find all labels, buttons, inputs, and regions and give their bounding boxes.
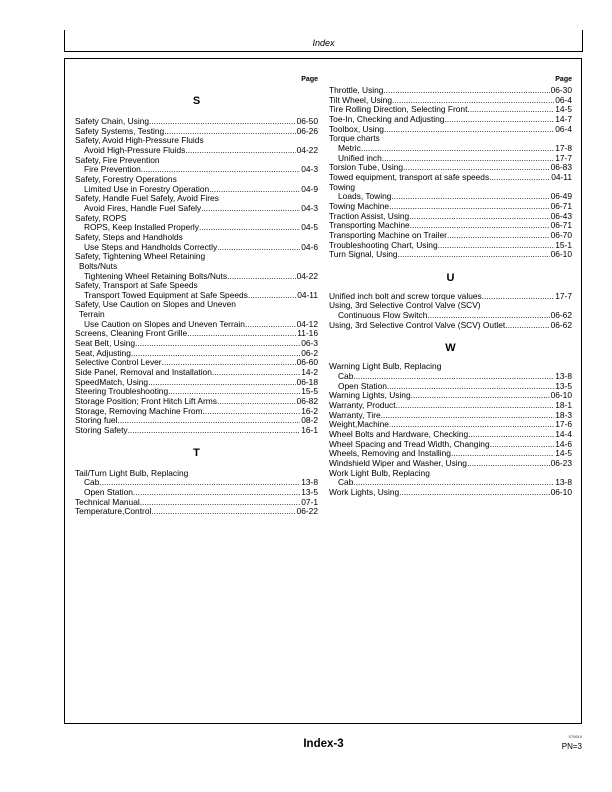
- index-entry-page: 15-1: [555, 239, 572, 250]
- section-letter: S: [192, 95, 201, 107]
- section-letter: U: [446, 271, 455, 284]
- index-entry-text: Unified inch: [338, 152, 382, 163]
- index-entry-text: Tilt Wheel, Using: [329, 94, 392, 105]
- index-entry-text: Weight,Machine: [329, 419, 389, 430]
- index-entry-page: 13-5: [301, 486, 318, 497]
- index-entry-page: 04-12: [296, 318, 318, 329]
- index-entry-heading: Safety, Steps and Handholds: [75, 231, 183, 242]
- dot-leader: [227, 272, 296, 282]
- index-entry-page: 04-6: [301, 241, 318, 252]
- index-entry-text: Screens, Cleaning Front Grille: [75, 328, 188, 339]
- dot-leader: [398, 250, 550, 260]
- dot-leader: [490, 440, 555, 450]
- index-entry-text: Avoid Fires, Handle Fuel Safely: [84, 202, 202, 213]
- dot-leader: [185, 146, 295, 156]
- dot-leader: [444, 115, 554, 125]
- index-entry: [75, 426, 318, 436]
- index-entry-page: 17-6: [555, 419, 572, 430]
- dot-leader: [438, 241, 555, 251]
- index-entry-page: 04-11: [297, 289, 318, 300]
- dot-leader: [467, 459, 550, 469]
- index-entry-text: Torsion Tube, Using: [329, 162, 404, 173]
- index-entry-page: 06-10: [550, 249, 572, 260]
- index-entry-text: Metric: [338, 142, 361, 153]
- index-entry-text: Wheel Spacing and Tread Width, Changing: [329, 438, 490, 449]
- index-entry-text: Warranty, Product: [329, 400, 396, 411]
- index-entry-text: Seat, Adjusting: [75, 347, 131, 358]
- index-entry-text: Transport Towed Equipment at Safe Speeds: [84, 289, 248, 300]
- dot-leader: [140, 498, 301, 508]
- index-entry: [75, 507, 318, 517]
- index-entry-heading: Towing: [329, 181, 356, 192]
- index-entry-text: Cab: [338, 371, 354, 382]
- index-entry-heading: Safety, Avoid High-Pressure Fluids: [75, 135, 204, 146]
- index-entry-text: Warranty, Tire: [329, 409, 381, 420]
- index-entry-text: Cab: [84, 477, 100, 488]
- index-entry-page: 06-4: [555, 123, 572, 134]
- index-entry-page: 18-1: [555, 400, 572, 411]
- index-entry-page: 06-70: [550, 229, 572, 240]
- dot-leader: [361, 144, 554, 154]
- page-column-label: Page: [301, 76, 318, 83]
- dot-leader: [148, 378, 295, 388]
- index-entry-text: Tire Rolling Direction, Selecting Front: [329, 104, 468, 115]
- index-entry-text: Use Steps and Handholds Correctly: [84, 241, 218, 252]
- dot-leader: [133, 488, 300, 498]
- page-column-label: Page: [555, 76, 572, 83]
- index-entry-text: Troubleshooting Chart, Using: [329, 239, 438, 250]
- dot-leader: [248, 291, 296, 301]
- index-entry-text: Work Lights, Using: [329, 486, 400, 497]
- index-entry-heading: Tail/Turn Light Bulb, Replacing: [75, 467, 189, 478]
- index-entry-text: Temperature,Control: [75, 506, 152, 517]
- index-entry-heading: Safety, Transport at Safe Speeds: [75, 280, 198, 291]
- index-entry-page: 14-6: [555, 438, 572, 449]
- index-entry-page: 06-26: [296, 125, 318, 136]
- index-entry-text: Transporting Machine: [329, 220, 410, 231]
- index-entry-text: Technical Manual: [75, 496, 140, 507]
- dot-leader: [409, 212, 549, 222]
- index-entry-text: Use Caution on Slopes and Uneven Terrain: [84, 318, 245, 329]
- dot-leader: [203, 407, 301, 417]
- index-entry-page: 17-8: [555, 142, 572, 153]
- header-rule-bottom: [64, 51, 583, 52]
- index-entry-page: 06-60: [296, 357, 318, 368]
- dot-leader: [382, 154, 554, 164]
- index-entry-heading: Safety, Tightening Wheel Retaining: [75, 251, 206, 262]
- dot-leader: [396, 401, 555, 411]
- dot-leader: [447, 231, 550, 241]
- dot-leader: [209, 185, 300, 195]
- index-entry-page: 06-62: [550, 310, 572, 321]
- index-entry-text: Open Station: [338, 380, 387, 391]
- index-entry-text: Warning Lights, Using: [329, 390, 411, 401]
- index-entry-heading: Warning Light Bulb, Replacing: [329, 361, 442, 372]
- index-entry-text: Steering Troubleshooting: [75, 386, 169, 397]
- index-entry-heading: Safety, Handle Fuel Safely, Avoid Fires: [75, 193, 219, 204]
- section-letter: T: [193, 446, 200, 459]
- index-entry-page: 14-7: [555, 113, 572, 124]
- index-entry-text: Safety Chain, Using: [75, 116, 150, 126]
- index-entry-text: Safety Systems, Testing: [75, 125, 165, 136]
- dot-leader: [117, 416, 300, 426]
- index-entry-text: Loads, Towing: [338, 191, 392, 202]
- dot-leader: [135, 339, 300, 349]
- index-entry-page: 06-49: [550, 191, 572, 202]
- index-entry-page: 13-8: [301, 477, 318, 488]
- index-entry-text: Windshield Wiper and Washer, Using: [329, 458, 467, 468]
- index-entry-page: 04-11: [551, 171, 572, 182]
- index-entry-page: 06-71: [550, 220, 572, 231]
- dot-leader: [151, 507, 295, 517]
- index-entry-page: 06-23: [550, 458, 572, 468]
- dot-leader: [187, 329, 296, 339]
- index-entry-heading: Torque charts: [329, 133, 380, 144]
- index-entry-page: 14-5: [555, 104, 572, 115]
- index-entry-page: 11-16: [297, 328, 318, 339]
- index-entry-text: Using, 3rd Selective Control Valve (SCV) Outlet: [329, 319, 506, 330]
- index-entry-text: Storage, Removing Machine From: [75, 405, 203, 416]
- index-entry-page: 04-3: [301, 164, 318, 175]
- index-entry-page: 14-5: [555, 448, 572, 459]
- dot-leader: [381, 411, 555, 421]
- dot-leader: [149, 117, 296, 127]
- index-entry-page: 14-4: [555, 429, 572, 440]
- index-entry-text: Storage Position; Front Hitch Lift Arms: [75, 396, 217, 407]
- index-entry-text: Storing Safety: [75, 425, 128, 435]
- dot-leader: [128, 426, 301, 436]
- footer-pn: PN=3: [561, 742, 582, 751]
- index-entry-page: 04-22: [296, 270, 318, 281]
- index-entry-text: Storing fuel: [75, 415, 118, 426]
- index-entry-heading: Safety, ROPS: [75, 212, 127, 223]
- index-entry-page: 16-1: [301, 425, 318, 435]
- dot-leader: [411, 391, 550, 401]
- dot-leader: [391, 192, 549, 202]
- footer-code: 070619: [568, 734, 582, 739]
- dot-leader: [399, 488, 549, 498]
- index-entry-page: 06-22: [296, 506, 318, 517]
- index-entry-text: Turn Signal, Using: [329, 249, 398, 260]
- index-column-left: [75, 75, 318, 517]
- index-entry-text: Toolbox, Using: [329, 123, 384, 134]
- index-entry-text: Seat Belt, Using: [75, 338, 136, 349]
- index-entry-page: 15-5: [301, 386, 318, 397]
- index-entry-page: 06-30: [550, 85, 572, 95]
- index-entry-page: 06-83: [550, 162, 572, 173]
- index-entry-page: 13-8: [555, 371, 572, 382]
- dot-leader: [389, 202, 550, 212]
- index-entry-page: 06-62: [550, 319, 572, 330]
- index-entry-text: Fire Prevention: [84, 164, 141, 175]
- index-entry-heading: Safety, Fire Prevention: [75, 154, 160, 165]
- index-entry-page: 06-10: [550, 486, 572, 497]
- index-entry-heading: Using, 3rd Selective Control Valve (SCV): [329, 300, 481, 311]
- index-entry-heading: Safety, Use Caution on Slopes and Uneven: [75, 299, 236, 310]
- dot-leader: [505, 321, 549, 331]
- index-entry-text: ROPS, Keep Installed Properly: [84, 222, 199, 233]
- index-entry-page: 06-10: [550, 390, 572, 401]
- index-entry-text: Wheel Bolts and Hardware, Checking: [329, 429, 469, 440]
- dot-leader: [383, 86, 549, 96]
- index-entry-text: Throttle, Using: [329, 85, 384, 95]
- dot-leader: [384, 125, 554, 135]
- index-entry-page: 13-8: [555, 477, 572, 488]
- dot-leader: [201, 204, 300, 214]
- index-entry-text: SpeedMatch, Using: [75, 376, 149, 387]
- index-entry-text: Avoid High-Pressure Fluids: [84, 144, 186, 155]
- index-entry-page: 08-2: [301, 415, 318, 426]
- index-entry-page: 16-2: [301, 405, 318, 416]
- index-entry-page: 04-9: [301, 183, 318, 194]
- index-entry: [329, 173, 572, 183]
- footer-page-number: Index-3: [303, 738, 344, 750]
- index-entry-text: Traction Assist, Using: [329, 210, 410, 221]
- index-entry-text: Unified inch bolt and screw torque values: [329, 290, 482, 301]
- index-entry: [329, 488, 572, 498]
- dot-leader: [245, 320, 296, 330]
- index-entry-page: 06-2: [301, 347, 318, 358]
- dot-leader: [482, 292, 555, 302]
- index-entry-page: 07-1: [301, 496, 318, 507]
- index-entry-page: 18-3: [555, 409, 572, 420]
- index-entry: [329, 321, 572, 331]
- index-entry-text: Tightening Wheel Retaining Bolts/Nuts: [84, 270, 228, 281]
- index-entry-text: Open Station: [84, 486, 133, 497]
- dot-leader: [199, 223, 300, 233]
- index-entry-page: 06-71: [550, 200, 572, 211]
- index-entry-heading: Work Light Bulb, Replacing: [329, 467, 430, 478]
- index-entry-page: 06-43: [550, 210, 572, 221]
- index-entry-page: 06-82: [296, 396, 318, 407]
- dot-leader: [387, 382, 554, 392]
- index-entry-text: Limited Use in Forestry Operation: [84, 183, 210, 194]
- index-entry-text: Transporting Machine on Trailer: [329, 229, 447, 240]
- index-entry-page: 06-50: [296, 116, 318, 126]
- index-entry-text: Towed equipment, transport at safe speeds: [329, 171, 490, 182]
- page-header-title: Index: [312, 38, 335, 48]
- dot-leader: [489, 173, 550, 183]
- dot-leader: [467, 105, 554, 115]
- index-entry-heading: Safety, Forestry Operations: [75, 173, 177, 184]
- dot-leader: [217, 397, 296, 407]
- index-entry-page: 17-7: [555, 152, 572, 163]
- index-entry-page: 04-3: [301, 202, 318, 213]
- index-entry-page: 06-3: [301, 338, 318, 349]
- index-entry-page: 04-5: [301, 222, 318, 233]
- index-entry-page: 06-18: [296, 376, 318, 387]
- index-entry-page: 17-7: [555, 290, 572, 301]
- index-entry-text: Continuous Flow Switch: [338, 310, 428, 321]
- index-column-right: [329, 75, 572, 498]
- index-entry-text: Side Panel, Removal and Installation: [75, 367, 212, 378]
- index-entry-page: 14-2: [301, 367, 318, 378]
- index-entry-page: 06-4: [555, 94, 572, 105]
- index-entry-text: Toe-In, Checking and Adjusting: [329, 113, 445, 124]
- index-entry-page: 04-22: [296, 144, 318, 155]
- index-entry-text: Selective Control Lever: [75, 357, 162, 368]
- dot-leader: [217, 243, 300, 253]
- index-entry-page: 13-5: [555, 380, 572, 391]
- index-entry: [329, 250, 572, 260]
- dot-leader: [212, 368, 300, 378]
- index-entry-heading: Terrain: [79, 309, 105, 320]
- index-entry-heading: Bolts/Nuts: [79, 260, 118, 271]
- index-entry-text: Cab: [338, 477, 354, 488]
- section-letter: W: [445, 342, 456, 355]
- index-entry-text: Towing Machine: [329, 200, 390, 211]
- index-entry-text: Wheels, Removing and Installing: [329, 448, 451, 459]
